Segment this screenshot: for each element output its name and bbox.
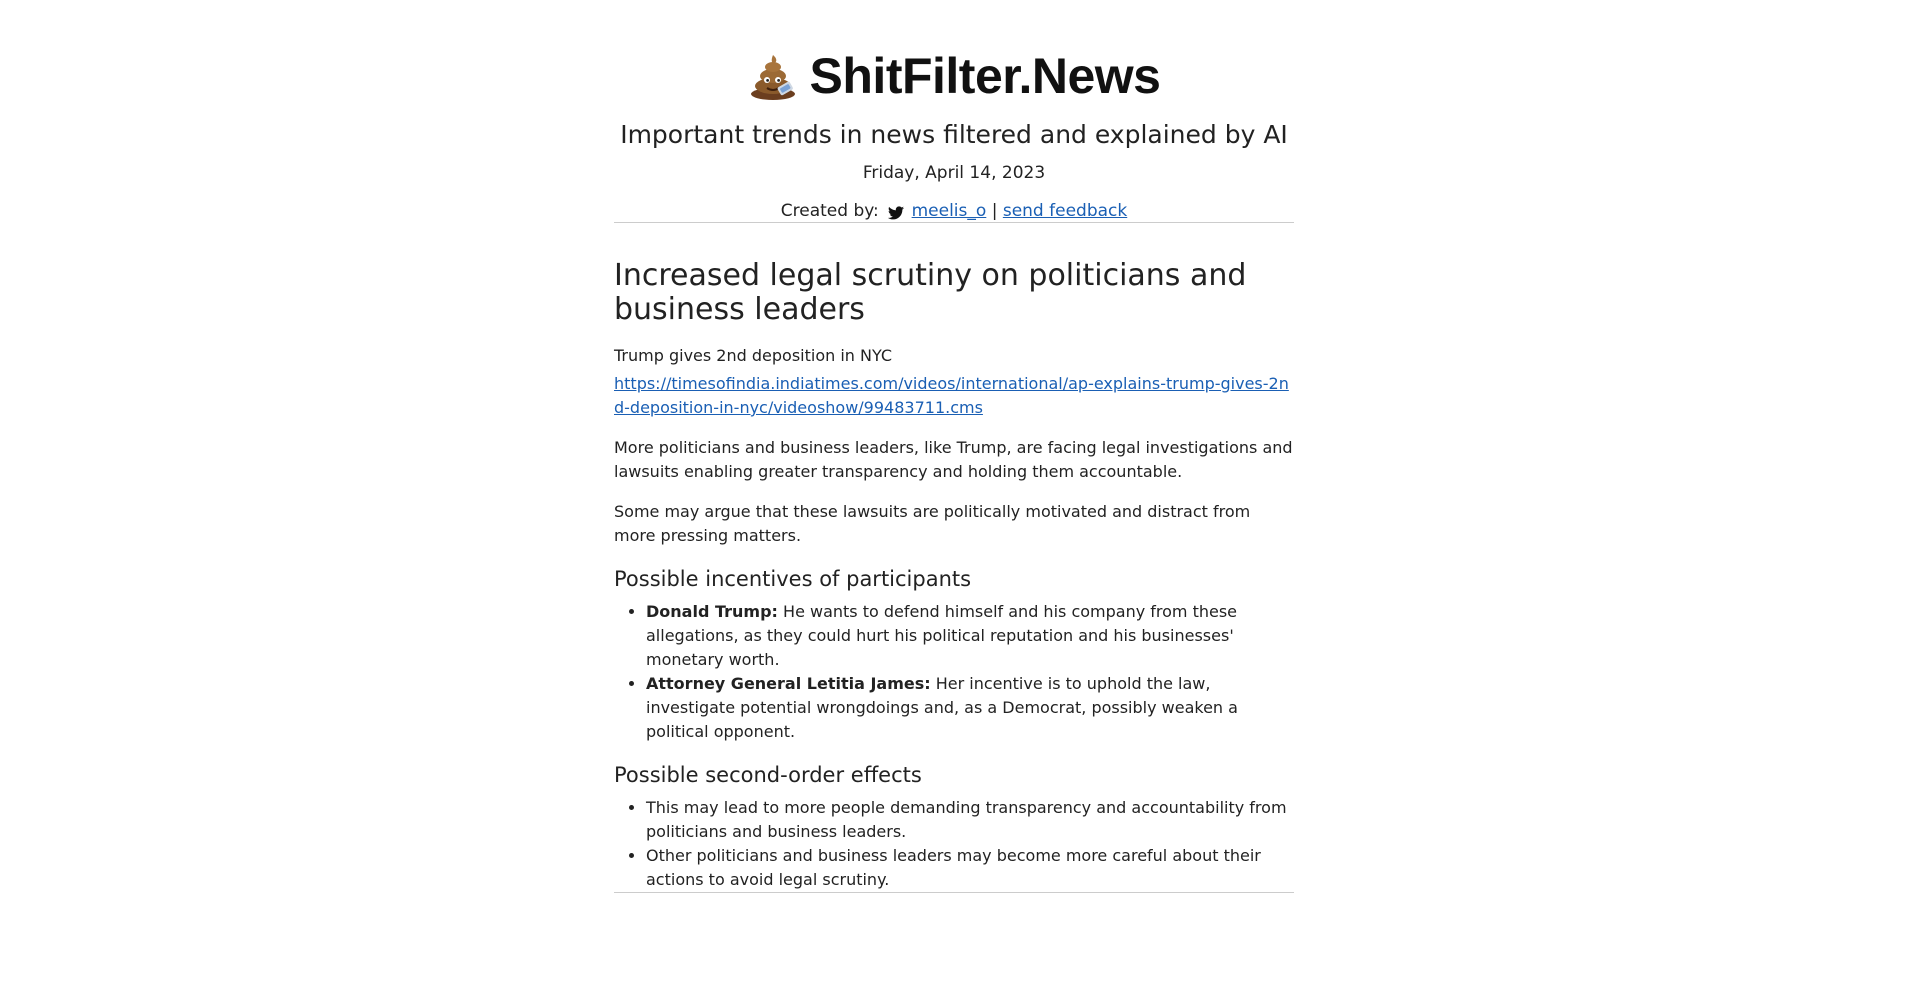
twitter-bird-icon <box>888 206 904 220</box>
site-title: ShitFilter.News <box>809 48 1161 104</box>
effects-list <box>614 796 1294 892</box>
author-link[interactable]: meelis_o <box>911 201 987 221</box>
participant-incentive: He wants to defend himself and his company from these allegations, as they could hurt his political reputation and his businesses' monetary worth. <box>646 602 1238 669</box>
issue-date: Friday, April 14, 2023 <box>862 163 1046 183</box>
source-title: Trump gives 2nd deposition in NYC <box>614 346 893 365</box>
credits-separator: | <box>991 201 998 221</box>
participant-incentive: Her incentive is to uphold the law, investigate potential wrongdoings and, as a Democrat, possibly weaken a political opponent. <box>646 674 1238 741</box>
article-title: Increased legal scrutiny on politicians and business leaders <box>614 258 1247 327</box>
brand[interactable] <box>614 48 1294 104</box>
page-container <box>614 0 1294 893</box>
incentives-list <box>614 600 1294 744</box>
participant-name: Donald Trump: <box>646 602 778 621</box>
list-item: • This may lead to more people demanding transparency and accountability from politicians and business leaders. <box>646 796 1294 844</box>
created-by-label: Created by: <box>780 201 879 221</box>
article-paragraph: More politicians and business leaders, like Trump, are facing legal investigations and lawsuits enabling greater transparency and holding them accountable. <box>614 438 1293 481</box>
source-link[interactable]: https://timesofindia.indiatimes.com/videos/international/ap-explains-trump-gives-2nd-deposition-in-nyc/videoshow/99483711.cms <box>614 374 1289 417</box>
poop-emoji-icon <box>748 52 798 100</box>
incentives-heading: Possible incentives of participants <box>614 567 972 591</box>
credits <box>614 200 1294 222</box>
article-paragraph: Some may argue that these lawsuits are politically motivated and distract from more pressing matters. <box>614 502 1251 545</box>
list-item <box>646 600 1294 672</box>
effects-heading: Possible second-order effects <box>614 763 922 787</box>
list-item <box>646 672 1294 744</box>
participant-name: Attorney General Letitia James: <box>646 674 931 693</box>
article-divider <box>614 892 1294 893</box>
list-item: • Other politicians and business leaders may become more careful about their actions to avoid legal scrutiny. <box>646 844 1294 892</box>
site-header <box>614 0 1294 222</box>
feedback-link[interactable]: send feedback <box>1002 201 1128 221</box>
news-article <box>614 223 1294 892</box>
site-tagline: Important trends in news filtered and explained by AI <box>620 120 1288 149</box>
